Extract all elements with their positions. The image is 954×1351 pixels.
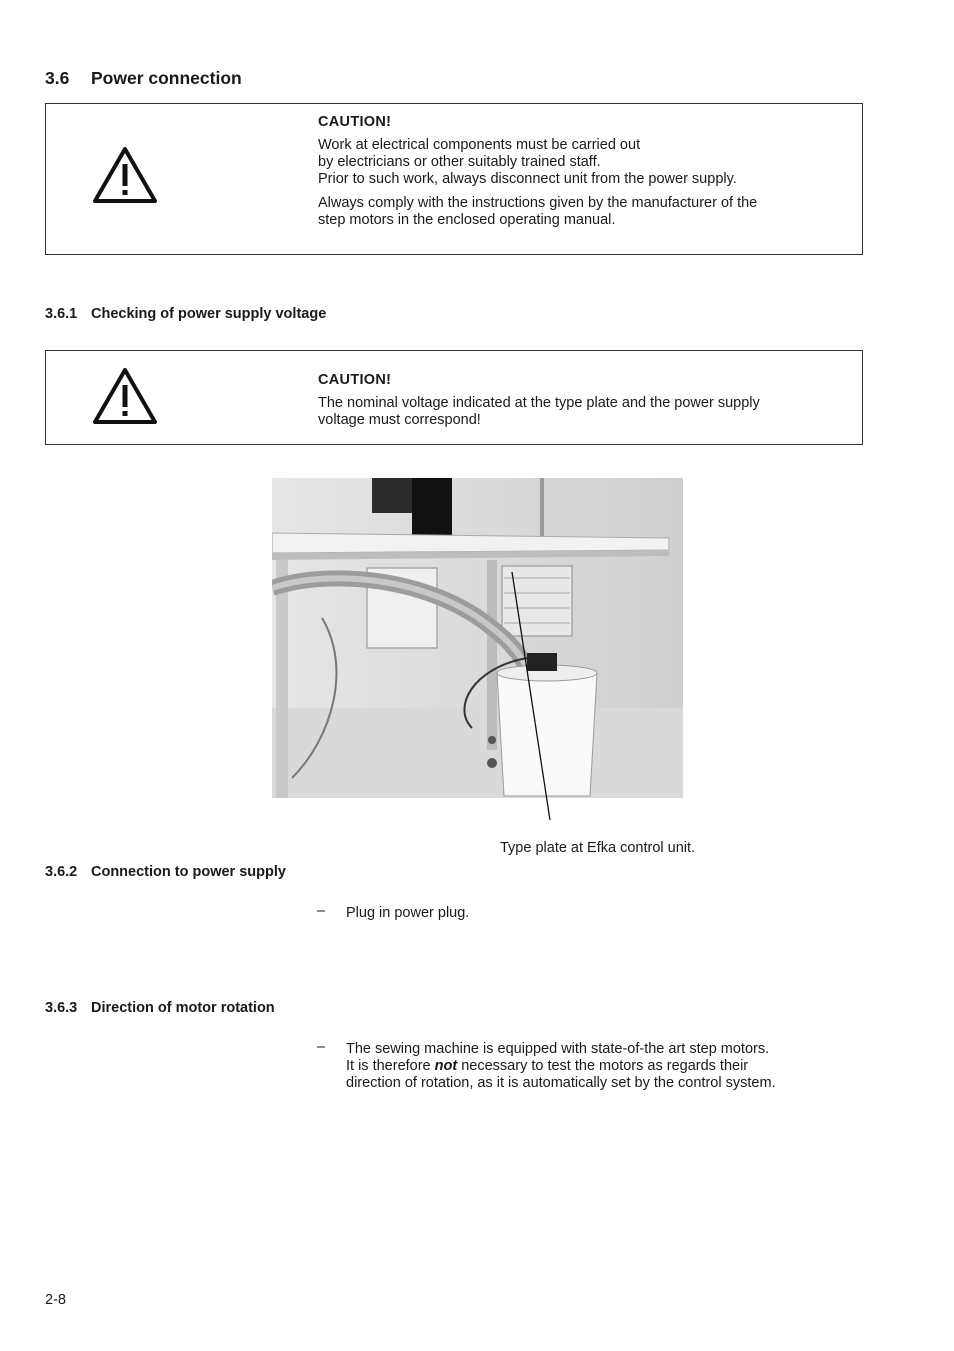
subsection-title: Checking of power supply voltage [91, 306, 327, 322]
section-title: Power connection [91, 68, 242, 88]
step-text: Plug in power plug. [346, 905, 470, 921]
subsection-number: 3.6.2 [45, 864, 78, 880]
machine-photo [272, 478, 683, 798]
step-text-segment: It is therefore [346, 1058, 435, 1074]
step-line: The sewing machine is equipped with state-of-the art step motors. [346, 1041, 770, 1057]
machine-photo-illustration [272, 478, 683, 798]
caution-paragraph [318, 195, 852, 229]
caption-leader-line [500, 570, 560, 825]
warning-triangle-icon [92, 367, 158, 425]
caution-paragraph [318, 395, 852, 429]
subsection-title: Direction of motor rotation [91, 1000, 275, 1016]
caution-box-voltage [45, 350, 863, 445]
caution-box-electrical [45, 103, 863, 255]
section-number: 3.6 [45, 68, 70, 88]
caution-paragraph [318, 137, 852, 188]
caution-line: Always comply with the instructions given by the manufacturer of the [318, 195, 758, 211]
step-text-segment: necessary to test the motors as regards their [457, 1058, 749, 1074]
subsection-heading-voltage [45, 306, 326, 322]
step-text [346, 1041, 776, 1092]
page-number: 2-8 [45, 1292, 66, 1308]
warning-triangle-icon [92, 146, 158, 204]
caution-line: The nominal voltage indicated at the type plate and the power supply [318, 395, 760, 411]
caution-line: Prior to such work, always disconnect unit from the power supply. [318, 171, 737, 187]
caution-heading: CAUTION! [318, 372, 392, 388]
step-line [346, 1058, 776, 1075]
bullet-dash: – [317, 903, 326, 919]
caution-line: step motors in the enclosed operating manual. [318, 212, 616, 228]
subsection-number: 3.6.3 [45, 1000, 78, 1016]
subsection-heading-rotation [45, 1000, 275, 1016]
emphasis-not: not [434, 1058, 458, 1074]
caution-heading: CAUTION! [318, 114, 392, 130]
section-heading [45, 68, 242, 89]
subsection-heading-connection [45, 864, 286, 880]
figure-caption: Type plate at Efka control unit. [500, 840, 696, 856]
caution-line: voltage must correspond! [318, 412, 481, 428]
caution-line: by electricians or other suitably trained staff. [318, 154, 601, 170]
caution-text [318, 372, 852, 436]
bullet-dash: – [317, 1039, 326, 1055]
subsection-title: Connection to power supply [91, 864, 286, 880]
subsection-number: 3.6.1 [45, 306, 78, 322]
caution-line: Work at electrical components must be carried out [318, 137, 641, 153]
step-line: direction of rotation, as it is automatically set by the control system. [346, 1075, 776, 1091]
caution-text [318, 114, 852, 236]
